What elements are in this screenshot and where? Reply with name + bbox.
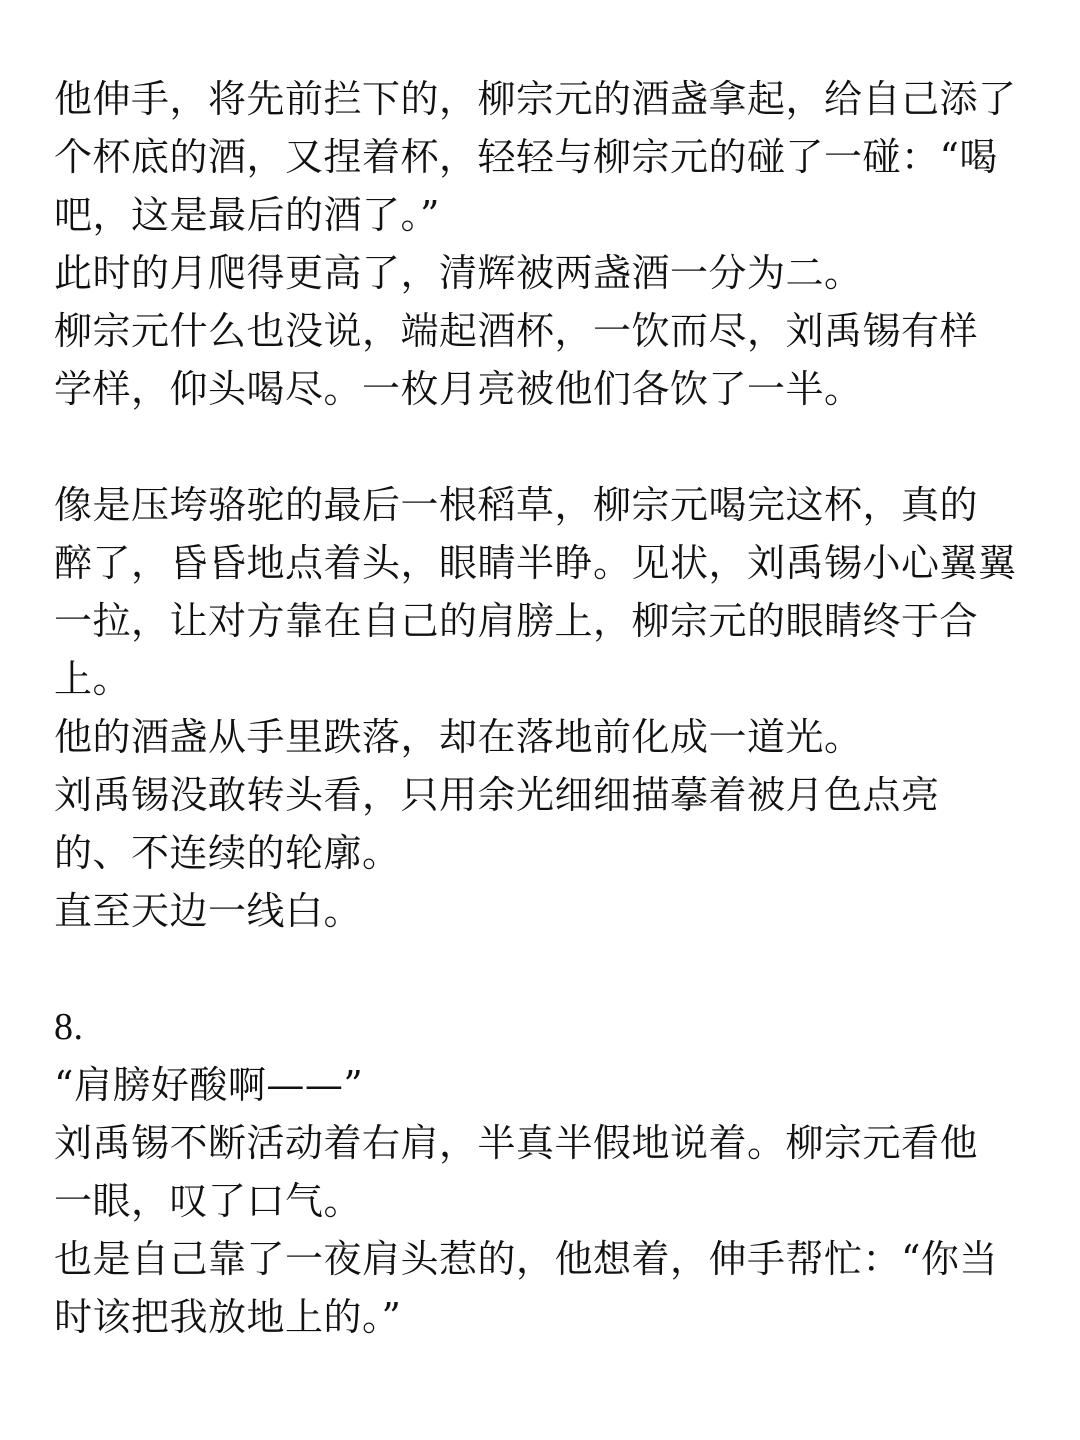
text-line: 柳宗元什么也没说，端起酒杯，一饮而尽，刘禹锡有样 xyxy=(54,309,979,353)
text-line: 他的酒盏从手里跌落，却在落地前化成一道光。 xyxy=(54,715,863,759)
text-line: 时该把我放地上的。” xyxy=(54,1295,402,1339)
paragraph-block-1 xyxy=(54,70,1034,418)
text-line: 吧，这是最后的酒了。” xyxy=(54,193,440,237)
text-line: 此时的月爬得更高了，清辉被两盏酒一分为二。 xyxy=(54,251,863,295)
text-line: 个杯底的酒，又捏着杯，轻轻与柳宗元的碰了一碰：“喝 xyxy=(54,135,998,179)
text-line: “肩膀好酸啊——” xyxy=(54,1063,364,1107)
section-number: 8. xyxy=(54,1006,84,1048)
text-line: 的、不连续的轮廓。 xyxy=(54,831,401,875)
paragraph-gap xyxy=(54,418,1034,476)
text-line: 刘禹锡不断活动着右肩，半真半假地说着。柳宗元看他 xyxy=(54,1121,979,1165)
text-line: 像是压垮骆驼的最后一根稻草，柳宗元喝完这杯，真的 xyxy=(54,483,979,527)
paragraph-block-2 xyxy=(54,476,1034,940)
text-line: 刘禹锡没敢转头看，只用余光细细描摹着被月色点亮 xyxy=(54,773,940,817)
text-line: 上。 xyxy=(54,657,132,701)
text-line: 直至天边一线白。 xyxy=(54,889,363,933)
text-line: 学样，仰头喝尽。一枚月亮被他们各饮了一半。 xyxy=(54,367,863,411)
text-line: 一拉，让对方靠在自己的肩膀上，柳宗元的眼睛终于合 xyxy=(54,599,979,643)
text-line: 也是自己靠了一夜肩头惹的，他想着，伸手帮忙：“你当 xyxy=(54,1237,998,1281)
paragraph-block-3 xyxy=(54,1056,1034,1346)
text-line: 醉了，昏昏地点着头，眼睛半睁。见状，刘禹锡小心翼翼 xyxy=(54,541,1017,585)
text-line: 一眼，叹了口气。 xyxy=(54,1179,363,1223)
text-line: 他伸手，将先前拦下的，柳宗元的酒盏拿起，给自己添了 xyxy=(54,77,1017,121)
document-page xyxy=(54,70,1034,1346)
paragraph-gap xyxy=(54,940,1034,998)
